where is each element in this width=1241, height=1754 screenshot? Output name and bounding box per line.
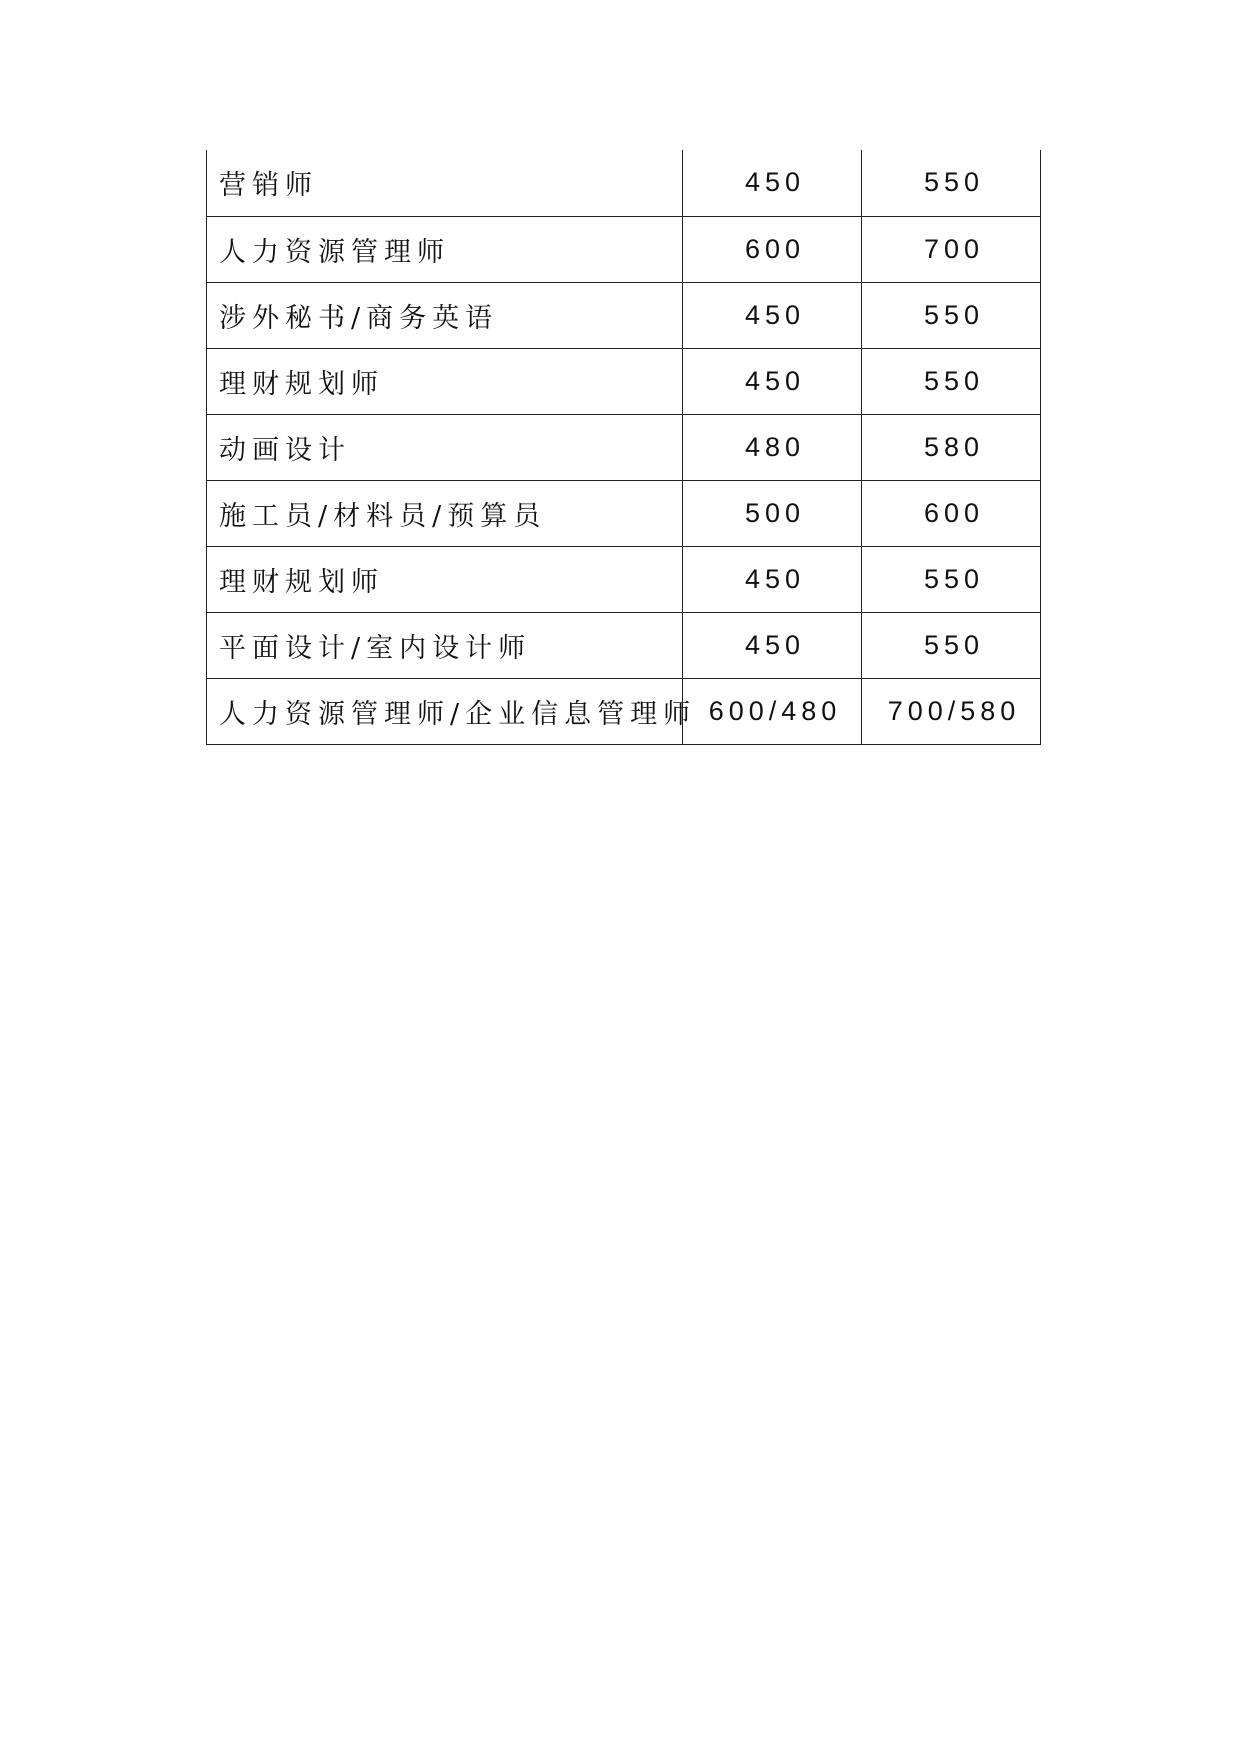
table-row [207, 678, 1041, 744]
table-row [207, 612, 1041, 678]
fee-b-cell: 600 [862, 480, 1041, 546]
fee-b-cell: 580 [862, 414, 1041, 480]
fee-a-cell: 600 [683, 216, 862, 282]
course-name-cell: 动画设计 [207, 414, 683, 480]
table-row [207, 216, 1041, 282]
fee-b-cell: 700 [862, 216, 1041, 282]
fee-table-body [207, 150, 1041, 744]
course-name-cell: 涉外秘书/商务英语 [207, 282, 683, 348]
fee-b-cell: 550 [862, 348, 1041, 414]
course-name-cell: 理财规划师 [207, 348, 683, 414]
table-row [207, 150, 1041, 216]
course-name-cell: 平面设计/室内设计师 [207, 612, 683, 678]
fee-a-cell: 450 [683, 612, 862, 678]
fee-a-cell: 450 [683, 282, 862, 348]
course-name-cell: 人力资源管理师 [207, 216, 683, 282]
course-name-cell: 施工员/材料员/预算员 [207, 480, 683, 546]
fee-table [206, 150, 1041, 745]
fee-a-cell: 450 [683, 150, 862, 216]
table-row [207, 414, 1041, 480]
course-name-cell: 理财规划师 [207, 546, 683, 612]
table-row [207, 348, 1041, 414]
fee-a-cell: 450 [683, 546, 862, 612]
table-row [207, 480, 1041, 546]
table-row [207, 546, 1041, 612]
fee-a-cell: 450 [683, 348, 862, 414]
fee-b-cell: 550 [862, 546, 1041, 612]
fee-a-cell: 500 [683, 480, 862, 546]
course-name-cell: 营销师 [207, 150, 683, 216]
fee-a-cell: 480 [683, 414, 862, 480]
fee-b-cell: 550 [862, 282, 1041, 348]
fee-b-cell: 550 [862, 612, 1041, 678]
fee-b-cell: 550 [862, 150, 1041, 216]
fee-b-cell: 700/580 [862, 678, 1041, 744]
course-name-cell: 人力资源管理师/企业信息管理师 [207, 678, 683, 744]
fee-a-cell: 600/480 [683, 678, 862, 744]
table-row [207, 282, 1041, 348]
